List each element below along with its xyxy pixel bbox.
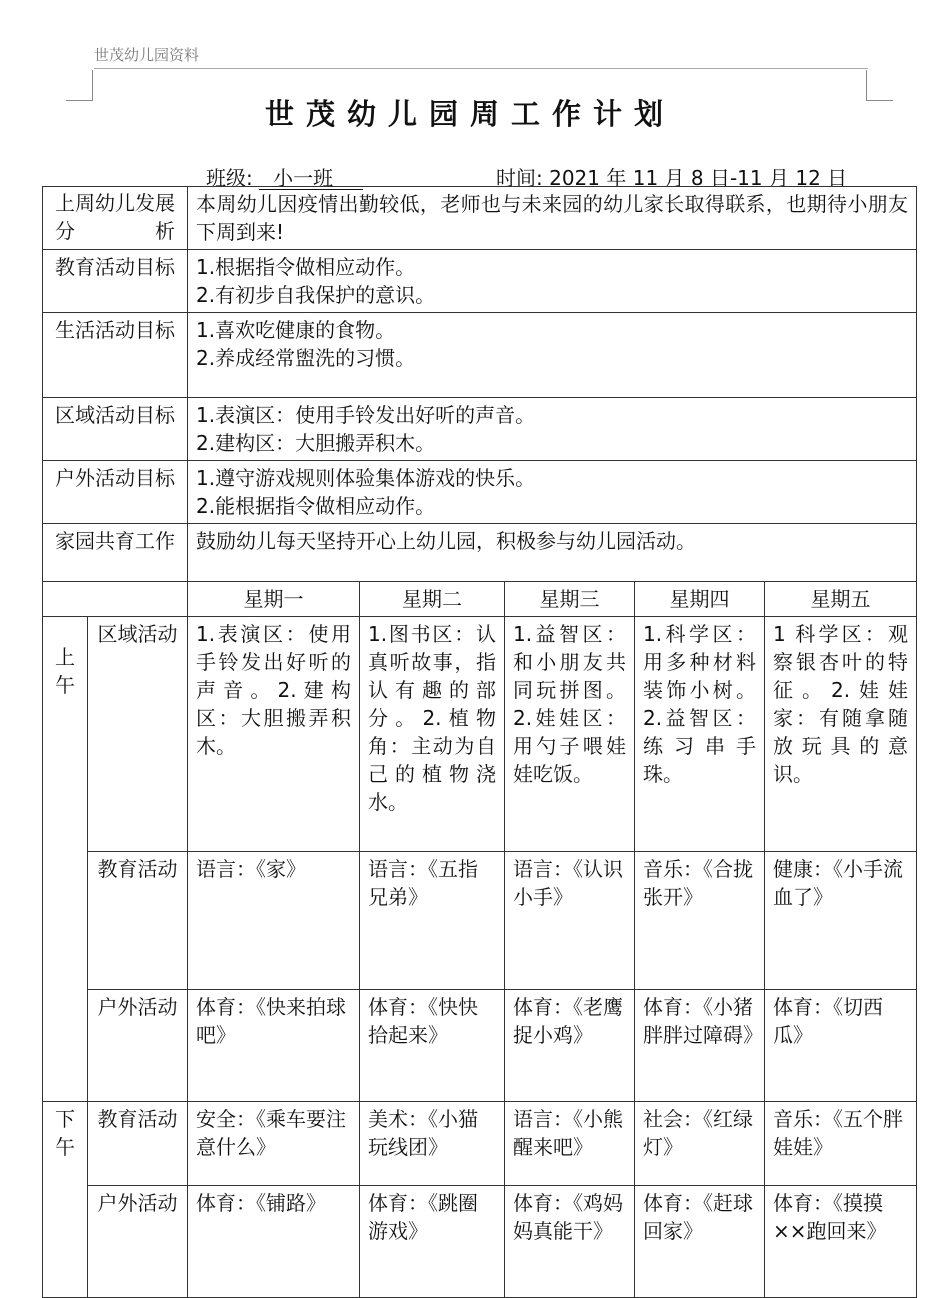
goal-line: 2.养成经常盥洗的习惯。	[196, 346, 416, 370]
goal-content	[188, 524, 917, 582]
period-morning	[43, 617, 88, 1102]
goal-label: 家园共育工作	[43, 524, 188, 582]
activity-cell: 体育：《切西瓜》	[765, 990, 917, 1102]
goal-content	[188, 187, 917, 250]
activity-cell: 体育：《老鹰捉小鸡》	[505, 990, 635, 1102]
period-label: 下午	[55, 1107, 75, 1159]
goal-row	[43, 398, 917, 461]
activity-cell: 体育：《鸡妈妈真能干》	[505, 1186, 635, 1298]
time-value: 2021 年 11 月 8 日-11 月 12 日	[549, 166, 848, 190]
schedule-row	[43, 617, 917, 852]
goal-label: 区域活动目标	[43, 398, 188, 461]
header-note: 世茂幼儿园资料	[94, 46, 200, 64]
class-value: 小一班	[259, 167, 363, 190]
header-rule	[94, 68, 868, 69]
activity-cell: 体育：《小猪胖胖过障碍》	[635, 990, 765, 1102]
schedule-row	[43, 1186, 917, 1298]
activity-cell: 体育：《摸摸××跑回来》	[765, 1186, 917, 1298]
page-title: 世茂幼儿园周工作计划	[264, 97, 675, 131]
activity-label: 户外活动	[88, 990, 188, 1102]
goal-line: 2.建构区：大胆搬弄积木。	[196, 431, 436, 455]
goal-row	[43, 250, 917, 313]
goal-label: 户外活动目标	[43, 461, 188, 524]
activity-cell: 健康：《小手流血了》	[765, 852, 917, 990]
activity-cell: 安全：《乘车要注意什么》	[188, 1102, 360, 1186]
activity-cell: 语言：《认识小手》	[505, 852, 635, 990]
activity-cell: 语言：《家》	[188, 852, 360, 990]
schedule-row	[43, 990, 917, 1102]
goal-row	[43, 461, 917, 524]
activity-label: 区域活动	[88, 617, 188, 852]
goal-row	[43, 187, 917, 250]
activity-cell: 语言：《小熊醒来吧》	[505, 1102, 635, 1186]
period-afternoon	[43, 1102, 88, 1298]
activity-cell: 体育：《快快拾起来》	[360, 990, 505, 1102]
activity-label: 户外活动	[88, 1186, 188, 1298]
goal-line: 1.遵守游戏规则体验集体游戏的快乐。	[196, 466, 536, 490]
activity-cell: 体育：《赶球回家》	[635, 1186, 765, 1298]
goal-line: 本周幼儿因疫情出勤较低，老师也与未来园的幼儿家长取得联系，也期待小朋友下周到来!	[196, 192, 909, 244]
activity-label: 教育活动	[88, 1102, 188, 1186]
goal-label: 教育活动目标	[43, 250, 188, 313]
goal-line: 2.能根据指令做相应动作。	[196, 494, 436, 518]
goal-line: 鼓励幼儿每天坚持开心上幼儿园，积极参与幼儿园活动。	[196, 529, 696, 553]
activity-cell: 1.益智区：和小朋友共同玩拼图。2.娃娃区：用勺子喂娃娃吃饭。	[505, 617, 635, 852]
activity-cell: 音乐：《五个胖娃娃》	[765, 1102, 917, 1186]
activity-cell: 1 科学区：观察银杏叶的特征。2.娃娃家：有随拿随放玩具的意识。	[765, 617, 917, 852]
activity-cell: 语言：《五指兄弟》	[360, 852, 505, 990]
goal-label: 上周幼儿发展分析	[43, 187, 188, 250]
goal-content	[188, 461, 917, 524]
day-header: 星期四	[635, 582, 765, 617]
goal-content	[188, 398, 917, 461]
goal-row	[43, 313, 917, 398]
goal-label: 生活活动目标	[43, 313, 188, 398]
activity-cell: 体育：《铺路》	[188, 1186, 360, 1298]
day-header: 星期五	[765, 582, 917, 617]
weekly-plan-table	[42, 186, 917, 1298]
time-label: 时间:	[496, 166, 543, 190]
goal-row	[43, 524, 917, 582]
activity-cell: 1.图书区：认真听故事，指认有趣的部分。2.植物角：主动为自己的植物浇水。	[360, 617, 505, 852]
header-blank	[43, 582, 188, 617]
schedule-row	[43, 852, 917, 990]
activity-cell: 音乐：《合拢张开》	[635, 852, 765, 990]
activity-cell: 1.科学区：用多种材料装饰小树。2.益智区：练习串手珠。	[635, 617, 765, 852]
goal-line: 1.表演区：使用手铃发出好听的声音。	[196, 403, 536, 427]
activity-cell: 1.表演区：使用手铃发出好听的声音。2.建构区：大胆搬弄积木。	[188, 617, 360, 852]
goal-line: 1.喜欢吃健康的食物。	[196, 318, 396, 342]
schedule-row	[43, 1102, 917, 1186]
activity-label: 教育活动	[88, 852, 188, 990]
activity-cell: 体育：《快来拍球吧》	[188, 990, 360, 1102]
activity-cell: 美术：《小猫玩线团》	[360, 1102, 505, 1186]
day-header: 星期一	[188, 582, 360, 617]
activity-cell: 体育：《跳圈游戏》	[360, 1186, 505, 1298]
day-header: 星期三	[505, 582, 635, 617]
day-header: 星期二	[360, 582, 505, 617]
activity-cell: 社会：《红绿灯》	[635, 1102, 765, 1186]
class-label: 班级:	[206, 166, 253, 190]
goal-content	[188, 250, 917, 313]
goal-content	[188, 313, 917, 398]
weekday-header-row	[43, 582, 917, 617]
goal-line: 1.根据指令做相应动作。	[196, 255, 416, 279]
goal-line: 2.有初步自我保护的意识。	[196, 283, 436, 307]
period-label: 上午	[55, 645, 75, 697]
